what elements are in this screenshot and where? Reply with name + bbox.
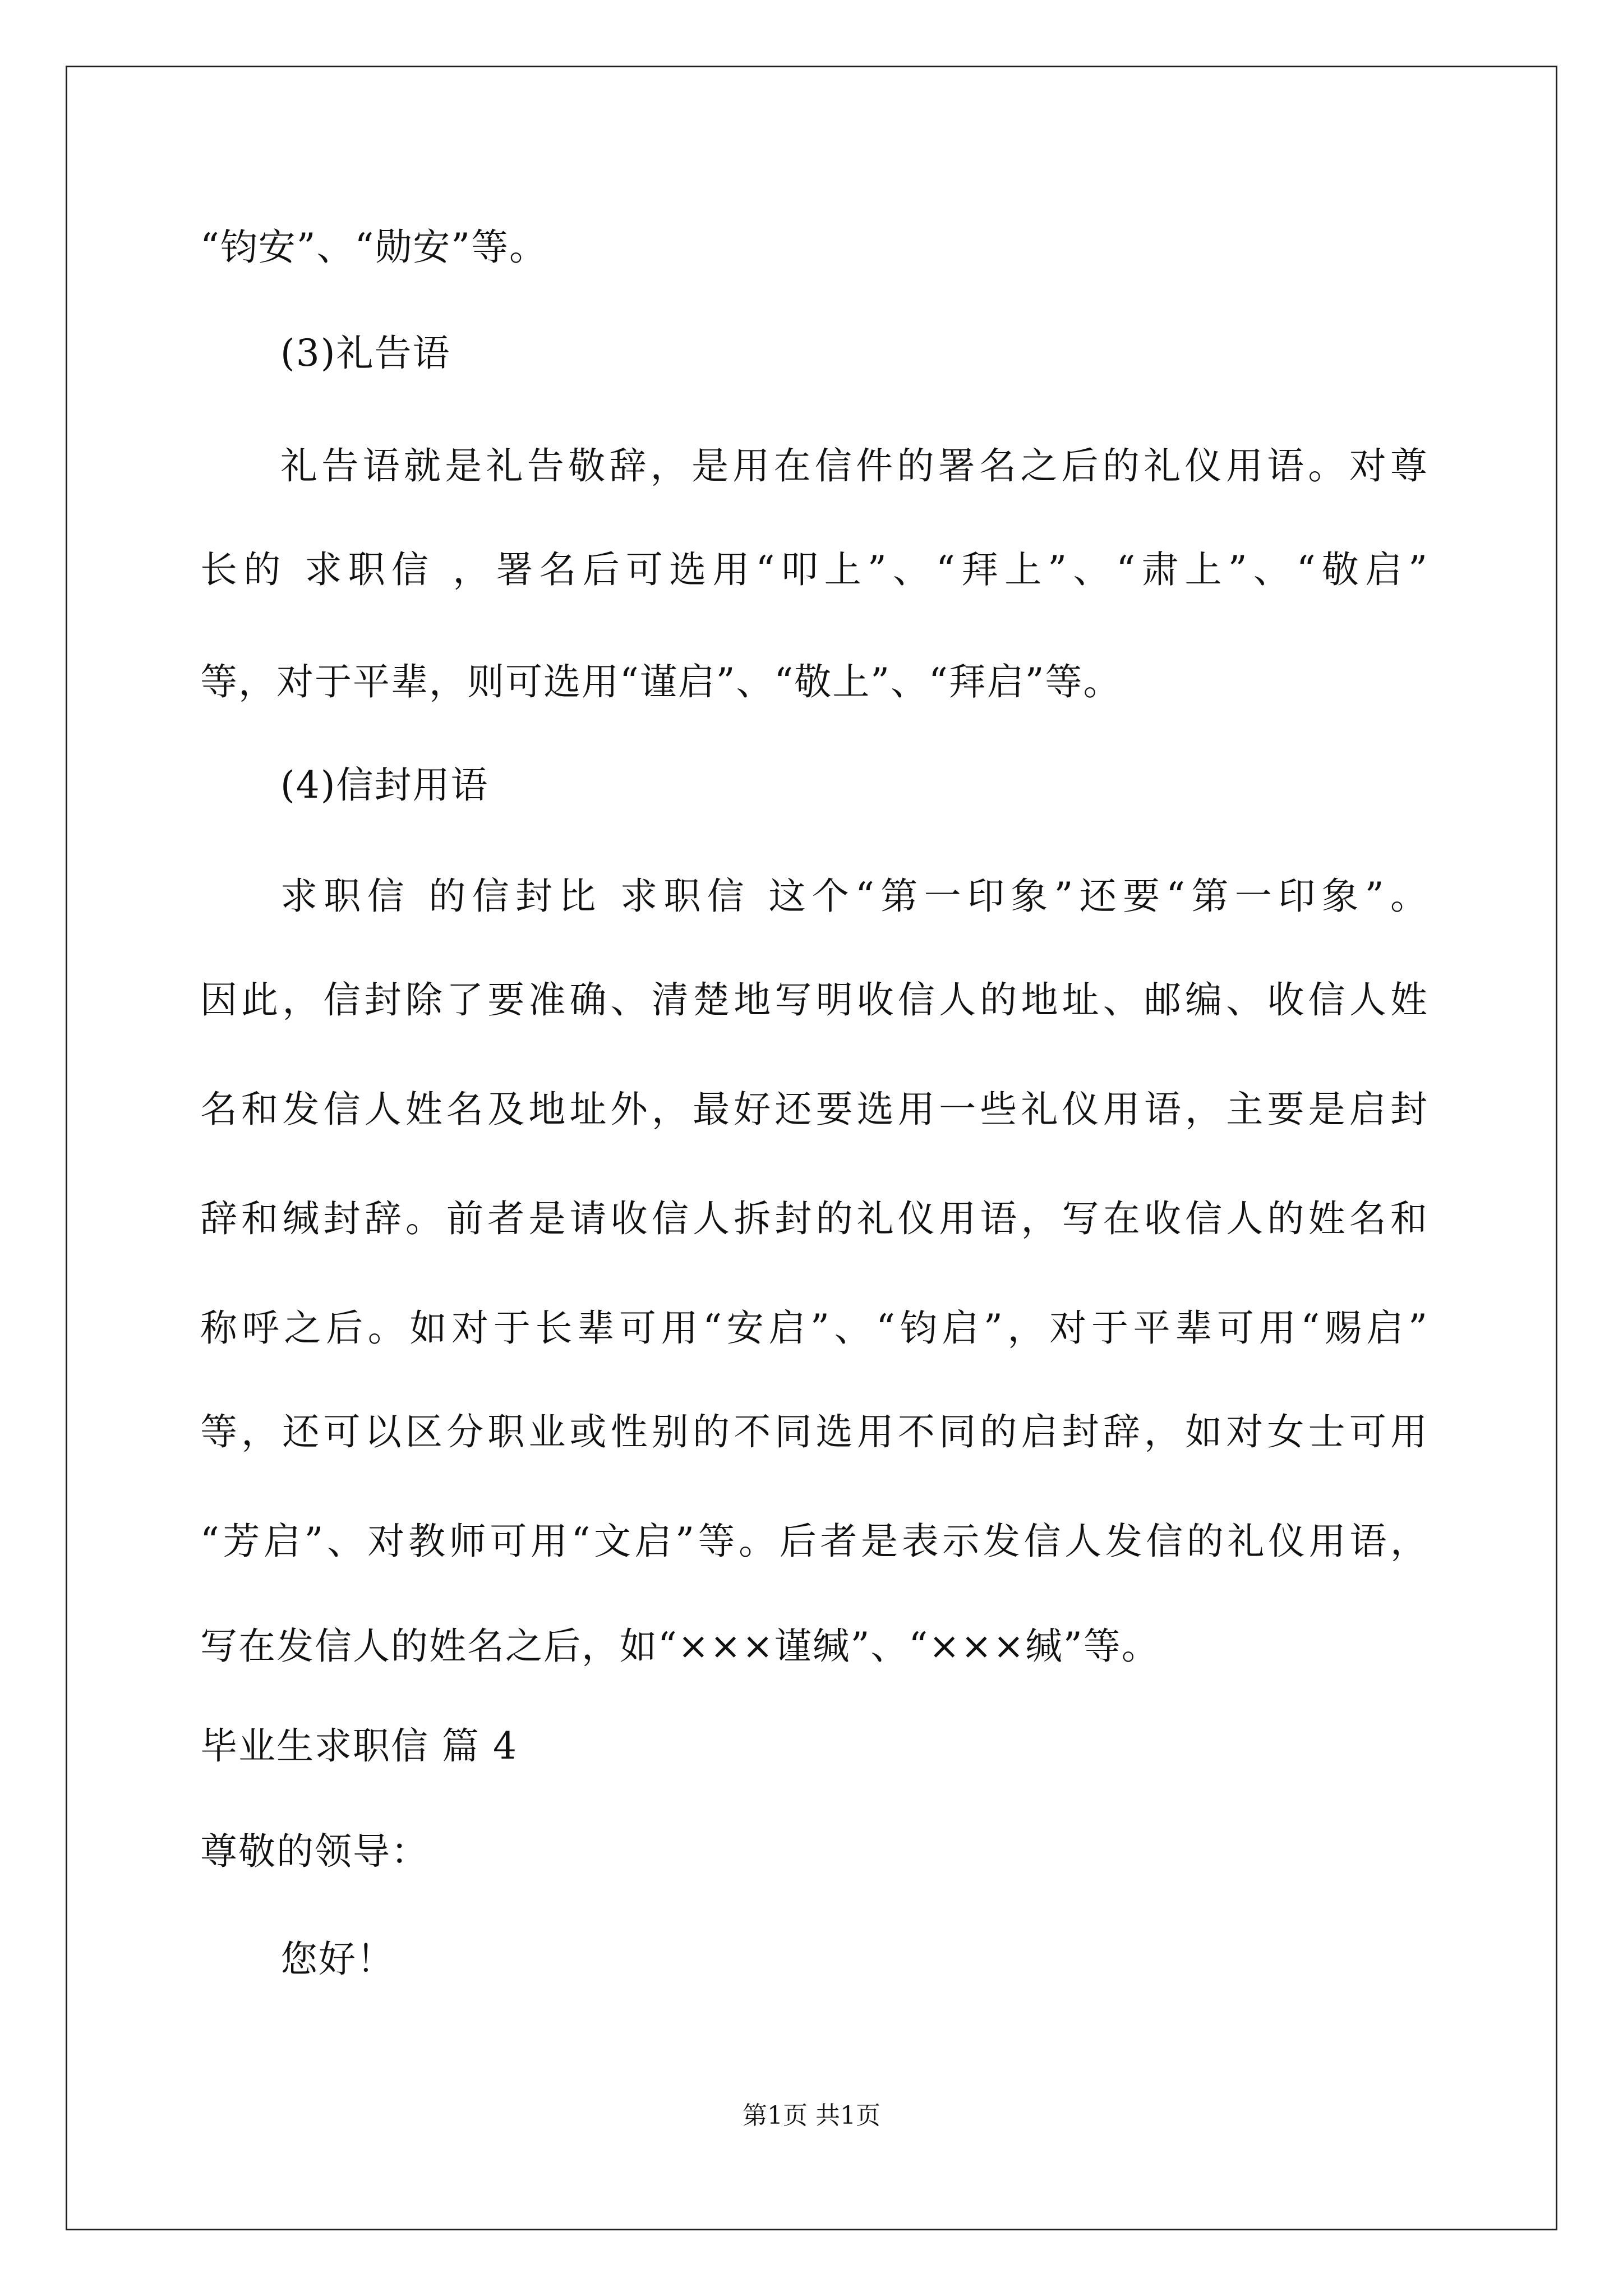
text-line: 称呼之后。如对于长辈可用“安启”、“钧启”，对于平辈可用“赐启” xyxy=(200,1306,1428,1350)
text-line: 因此，信封除了要准确、清楚地写明收信人的地址、邮编、收信人姓 xyxy=(200,978,1428,1022)
text-line: 礼告语就是礼告敬辞，是用在信件的署名之后的礼仪用语。对尊 xyxy=(280,444,1428,487)
subheading-envelope-phrases: (4)信封用语 xyxy=(280,763,489,807)
text-line: 求职信 的信封比 求职信 这个“第一印象”还要“第一印象”。 xyxy=(280,875,1428,918)
text-line: 等，还可以区分职业或性别的不同选用不同的启封辞，如对女士可用 xyxy=(200,1410,1428,1453)
text-line: 写在发信人的姓名之后，如“×××谨缄”、“×××缄”等。 xyxy=(200,1625,1160,1668)
text-line: “芳启”、对教师可用“文启”等。后者是表示发信人发信的礼仪用语， xyxy=(200,1520,1428,1563)
section-title: 毕业生求职信 篇 4 xyxy=(200,1724,518,1768)
page-border xyxy=(66,66,1557,2230)
page-number: 第1页 共1页 xyxy=(743,2101,880,2130)
text-line: 辞和缄封辞。前者是请收信人拆封的礼仪用语，写在收信人的姓名和 xyxy=(200,1197,1428,1240)
greeting: 您好！ xyxy=(280,1938,395,1981)
salutation: 尊敬的领导： xyxy=(200,1830,429,1873)
text-line: 名和发信人姓名及地址外，最好还要选用一些礼仪用语，主要是启封 xyxy=(200,1088,1428,1131)
text-line: “钧安”、“勋安”等。 xyxy=(200,226,547,269)
text-line: 等，对于平辈，则可选用“谨启”、“敬上”、“拜启”等。 xyxy=(200,660,1122,703)
text-line: 长的 求职信 ，署名后可选用“叩上”、“拜上”、“肃上”、“敬启” xyxy=(200,548,1428,591)
subheading-closing-phrases: (3)礼告语 xyxy=(280,332,451,375)
